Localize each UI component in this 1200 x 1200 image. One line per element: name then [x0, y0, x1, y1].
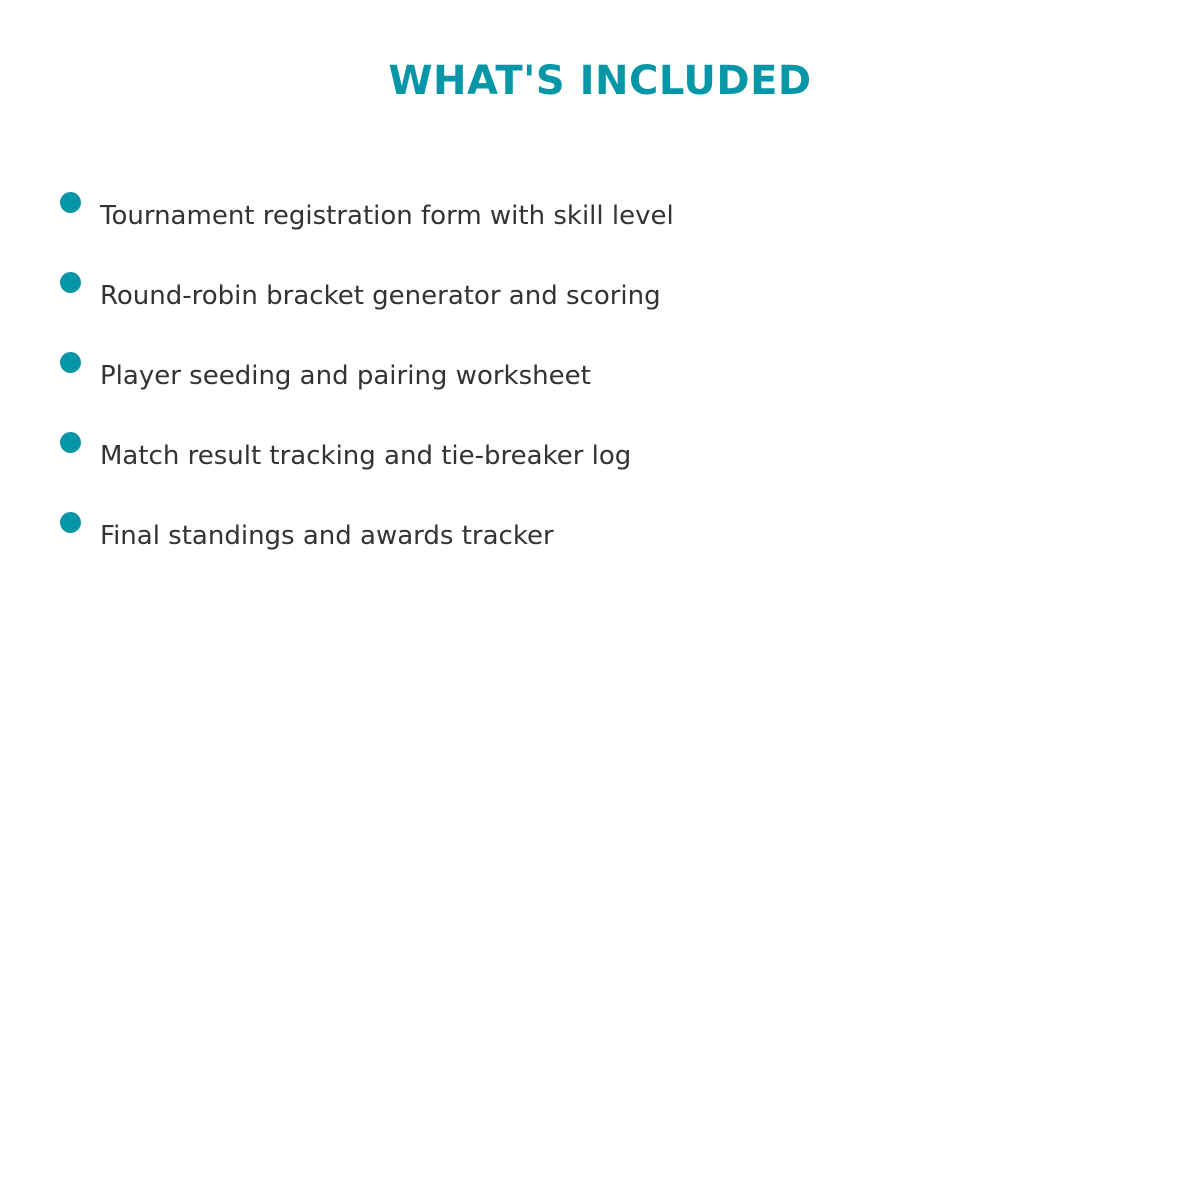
list-item [0, 510, 1200, 590]
included-features-list [0, 190, 1200, 590]
feature-label: Round-robin bracket generator and scoring [100, 281, 661, 311]
feature-label: Tournament registration form with skill level [100, 201, 674, 231]
list-item [0, 430, 1200, 510]
bullet-dot-icon [60, 352, 81, 373]
bullet-dot-icon [60, 192, 81, 213]
feature-label: Match result tracking and tie-breaker log [100, 441, 632, 471]
list-item [0, 270, 1200, 350]
feature-label: Final standings and awards tracker [100, 521, 554, 551]
list-item [0, 190, 1200, 270]
bullet-dot-icon [60, 512, 81, 533]
bullet-dot-icon [60, 432, 81, 453]
bullet-dot-icon [60, 272, 81, 293]
list-item [0, 350, 1200, 430]
page-title: WHAT'S INCLUDED [388, 58, 812, 104]
feature-label: Player seeding and pairing worksheet [100, 361, 591, 391]
